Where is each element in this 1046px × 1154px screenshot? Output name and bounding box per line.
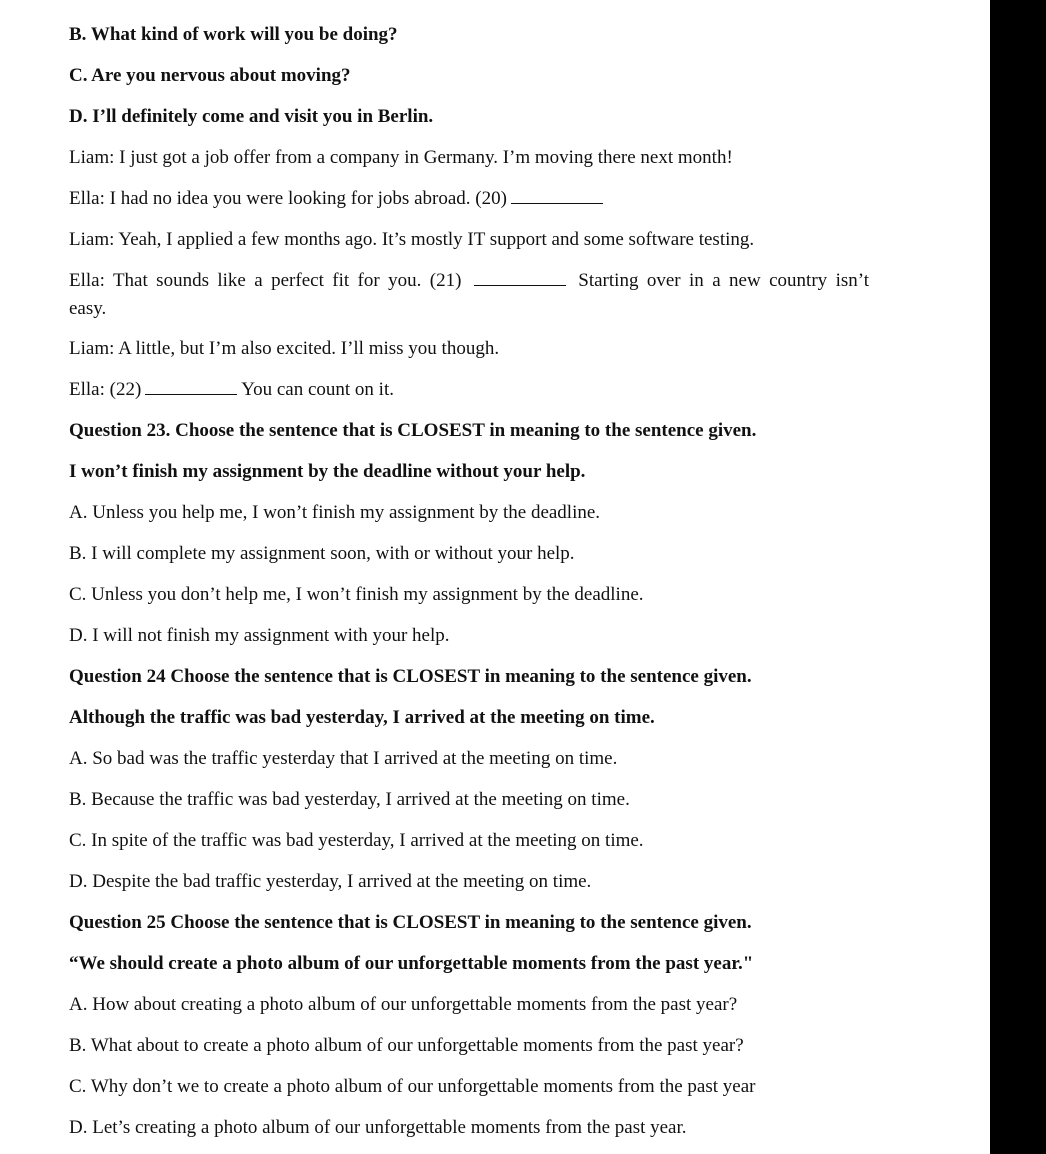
answer-blank-20 bbox=[511, 189, 603, 204]
page-edge-border bbox=[990, 0, 1046, 1154]
question-25-title: Question 25 Choose the sentence that is CLOSEST in meaning to the sentence given. bbox=[69, 912, 752, 933]
question-24-given: Although the traffic was bad yesterday, I arrived at the meeting on time. bbox=[69, 707, 655, 728]
question-23-option-c: C. Unless you don’t help me, I won’t finish my assignment by the deadline. bbox=[69, 584, 644, 605]
option-b-prev: B. What kind of work will you be doing? bbox=[69, 24, 398, 45]
question-23-option-a: A. Unless you help me, I won’t finish my assignment by the deadline. bbox=[69, 502, 601, 523]
question-25-option-c: C. Why don’t we to create a photo album of our unforgettable moments from the past year bbox=[69, 1076, 756, 1097]
question-23-title: Question 23. Choose the sentence that is CLOSEST in meaning to the sentence given. bbox=[69, 420, 757, 441]
question-25-given: “We should create a photo album of our unforgettable moments from the past year." bbox=[69, 953, 754, 974]
question-24-option-b: B. Because the traffic was bad yesterday, I arrived at the meeting on time. bbox=[69, 789, 630, 810]
question-24-option-a: A. So bad was the traffic yesterday that I arrived at the meeting on time. bbox=[69, 748, 618, 769]
dialogue-line-3: Liam: Yeah, I applied a few months ago. It’s mostly IT support and some software testing. bbox=[69, 229, 755, 250]
dialogue-line-1: Liam: I just got a job offer from a company in Germany. I’m moving there next month! bbox=[69, 147, 733, 168]
option-c-prev: C. Are you nervous about moving? bbox=[69, 65, 351, 86]
question-23-option-d: D. I will not finish my assignment with your help. bbox=[69, 625, 450, 646]
dialogue-line-6-end: You can count on it. bbox=[241, 379, 394, 400]
dialogue-line-4-end: Starting over in a new country isn’t bbox=[578, 270, 870, 291]
dialogue-line-5: Liam: A little, but I’m also excited. I’ll miss you though. bbox=[69, 338, 500, 359]
dialogue-line-4 bbox=[69, 268, 869, 294]
question-23-given: I won’t finish my assignment by the deadline without your help. bbox=[69, 461, 586, 482]
dialogue-line-6-start: Ella: (22) bbox=[69, 379, 142, 400]
dialogue-line-2 bbox=[69, 186, 607, 212]
question-25-option-a: A. How about creating a photo album of our unforgettable moments from the past year? bbox=[69, 994, 738, 1015]
dialogue-line-4-start: Ella: That sounds like a perfect fit for you. (21) bbox=[69, 270, 462, 291]
option-d-prev: D. I’ll definitely come and visit you in Berlin. bbox=[69, 106, 434, 127]
dialogue-line-4-cont: easy. bbox=[69, 298, 107, 319]
question-23-option-b: B. I will complete my assignment soon, with or without your help. bbox=[69, 543, 575, 564]
question-24-option-c: C. In spite of the traffic was bad yesterday, I arrived at the meeting on time. bbox=[69, 830, 644, 851]
question-24-title: Question 24 Choose the sentence that is CLOSEST in meaning to the sentence given. bbox=[69, 666, 752, 687]
question-24-option-d: D. Despite the bad traffic yesterday, I arrived at the meeting on time. bbox=[69, 871, 592, 892]
dialogue-line-2-text: Ella: I had no idea you were looking for jobs abroad. (20) bbox=[69, 188, 507, 209]
question-25-option-b: B. What about to create a photo album of our unforgettable moments from the past year? bbox=[69, 1035, 744, 1056]
question-25-option-d: D. Let’s creating a photo album of our unforgettable moments from the past year. bbox=[69, 1117, 687, 1138]
answer-blank-22 bbox=[145, 380, 237, 395]
dialogue-line-6 bbox=[69, 377, 394, 403]
answer-blank-21 bbox=[474, 271, 566, 286]
